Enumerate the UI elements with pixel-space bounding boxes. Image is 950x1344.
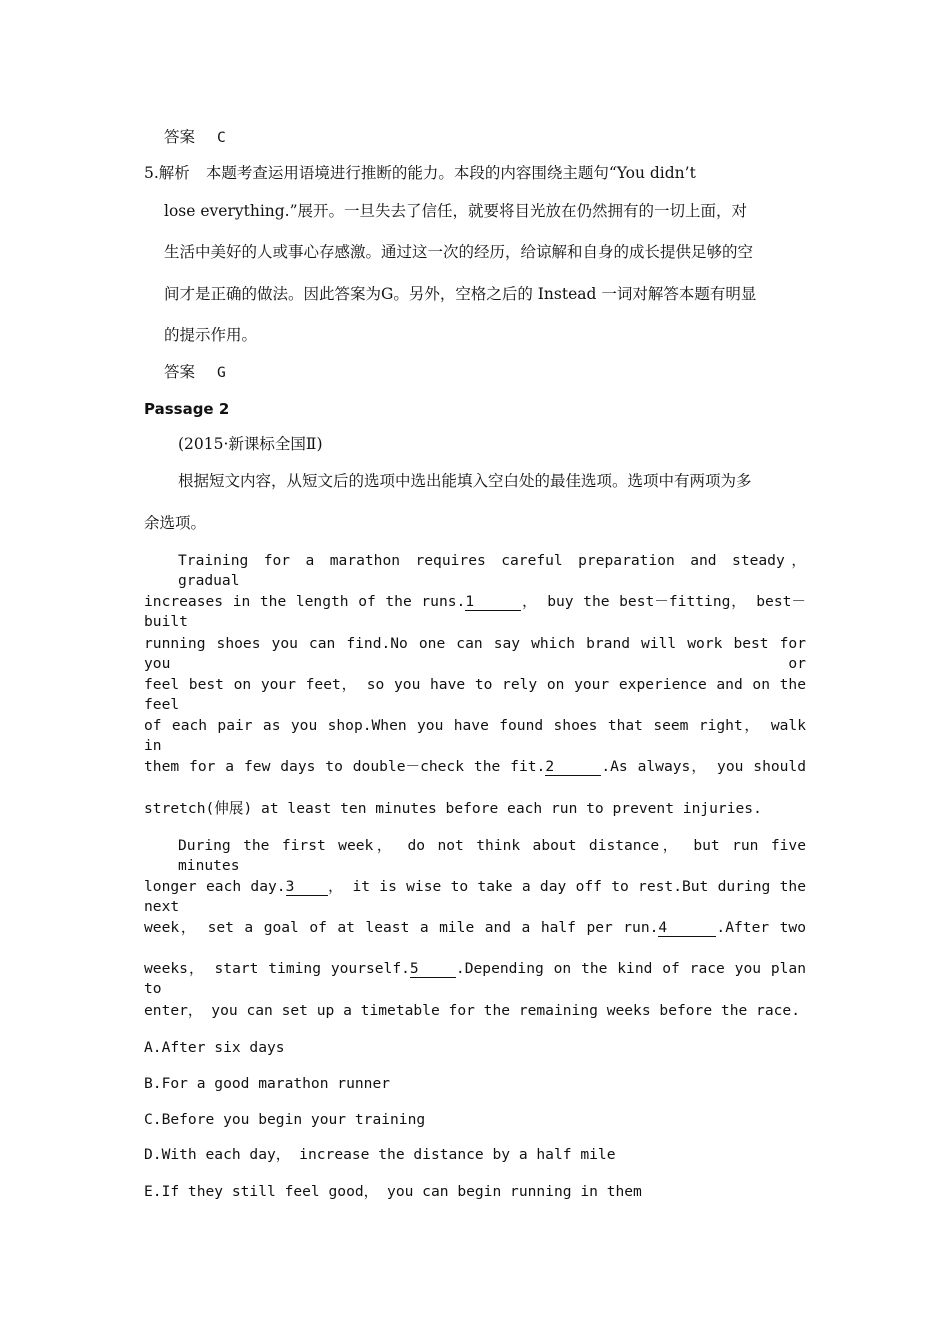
p2-line-4: weeks， start timing yourself.5 .Depending on the kind of race you plan to: [144, 960, 807, 997]
option-c: C.Before you begin your training: [144, 1111, 426, 1128]
p1-line-3: running shoes you can find.No one can say which brand will work best for you or: [144, 635, 806, 672]
p2-line-1: During the first week， do not think about distance， but run five minutes: [178, 837, 806, 874]
blank-3: 3: [286, 878, 328, 896]
answer-value: G: [217, 364, 226, 381]
answer-label: 答案: [164, 128, 196, 146]
passage-title: Passage 2: [144, 400, 230, 418]
instructions-line-2: 余选项。: [144, 514, 207, 532]
option-d: D.With each day， increase the distance by a half mile: [144, 1146, 616, 1163]
item5-label: 解析: [158, 164, 190, 182]
option-a: A.After six days: [144, 1039, 285, 1056]
answer-label: 答案: [164, 363, 196, 381]
option-e: E.If they still feel good， you can begin running in them: [144, 1183, 642, 1200]
p1-line-7: stretch(伸展) at least ten minutes before each run to prevent injuries.: [144, 800, 762, 817]
blank-4: 4: [658, 919, 716, 937]
p1-line-6: them for a few days to double－check the fit.2 .As always， you should: [144, 758, 807, 775]
p1-line-5: of each pair as you shop.When you have found shoes that seem right， walk in: [144, 717, 806, 754]
item5-line-1: [144, 163, 696, 183]
item5-answer: [164, 362, 226, 383]
item5-text: 本题考查运用语境进行推断的能力。本段的内容围绕主题句“You didn’t: [205, 164, 696, 182]
p2-line-5: enter， you can set up a timetable for the remaining weeks before the race.: [144, 1002, 800, 1019]
passage-source: (2015·新课标全国Ⅱ): [178, 435, 323, 453]
item5-line-2: lose everything.”展开。一旦失去了信任，就要将目光放在仍然拥有的一切上面，对: [164, 202, 748, 220]
p1-line-1: Training for a marathon requires careful preparation and steady， gradual: [178, 552, 806, 589]
item5-number: 5.: [144, 164, 159, 182]
blank-1: 1: [465, 593, 521, 611]
prev-answer: [164, 127, 226, 148]
p1-line-4: feel best on your feet， so you have to rely on your experience and on the feel: [144, 676, 806, 713]
instructions-line-1: 根据短文内容，从短文后的选项中选出能填入空白处的最佳选项。选项中有两项为多: [178, 472, 752, 490]
item5-line-5: 的提示作用。: [164, 326, 258, 344]
item5-line-4: 间才是正确的做法。因此答案为G。另外，空格之后的 Instead 一词对解答本题有明显: [164, 285, 757, 303]
p2-line-2: longer each day.3 ， it is wise to take a day off to rest.But during the next: [144, 878, 806, 915]
item5-line-3: 生活中美好的人或事心存感激。通过这一次的经历，给谅解和自身的成长提供足够的空: [164, 243, 754, 261]
option-b: B.For a good marathon runner: [144, 1075, 391, 1092]
blank-2: 2: [545, 758, 601, 776]
answer-value: C: [217, 129, 226, 146]
p2-line-3: week， set a goal of at least a mile and a half per run.4 .After two: [144, 919, 806, 936]
p1-line-2: increases in the length of the runs.1 ， buy the best－fitting， best－built: [144, 593, 807, 630]
blank-5: 5: [410, 960, 456, 978]
